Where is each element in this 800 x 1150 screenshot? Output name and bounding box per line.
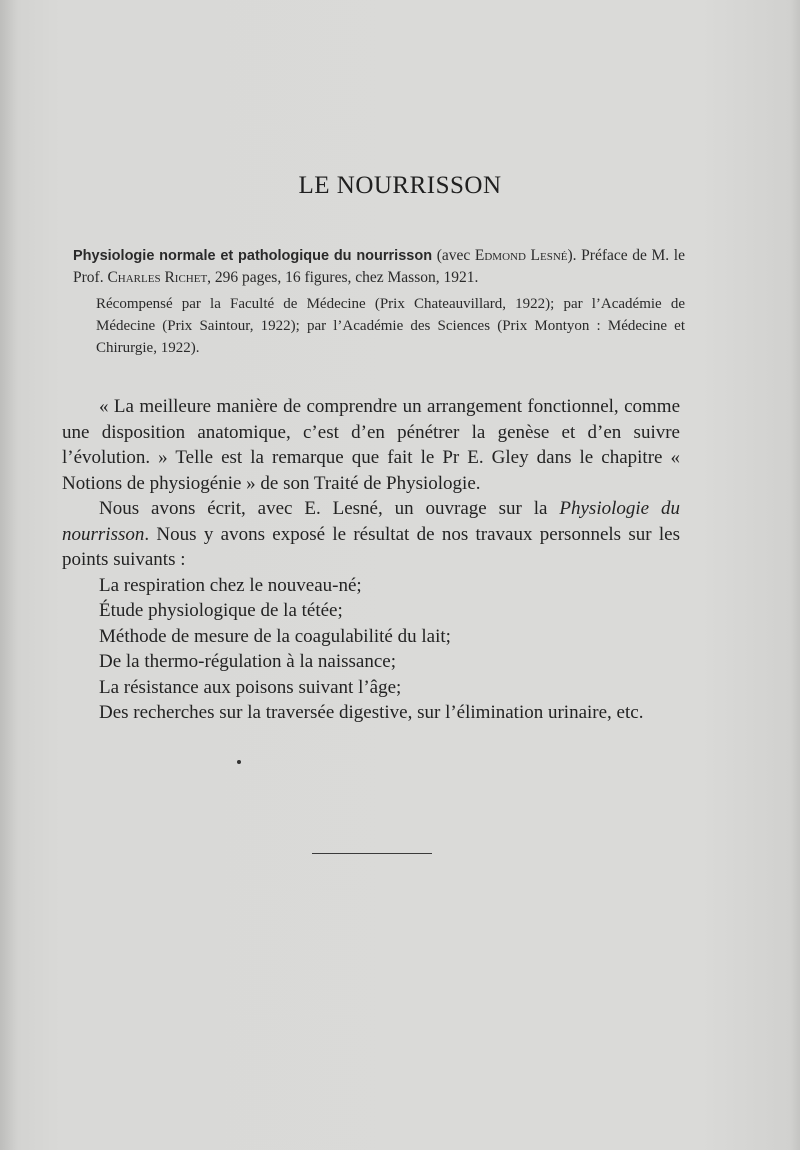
paragraph-book (62, 496, 680, 573)
reference-details: , 296 pages, 16 figures, chez Masson, 1921. (207, 269, 479, 286)
reference-paren-open: (avec (432, 247, 475, 264)
coauthor-name: Edmond Lesné (474, 247, 568, 264)
book-title: Physiologie normale et pathologique du nourrisson (73, 248, 433, 264)
list-item: De la thermo-régulation à la naissance; (99, 651, 397, 672)
paragraph-book-start: Nous avons écrit, avec E. Lesné, un ouvrage sur la (99, 498, 560, 519)
reference-middle: ). Préface de M. le Prof. (73, 247, 685, 286)
paragraph-quote: « La meilleure manière de comprendre un arrangement fonctionnel, comme une disposition anatomique, c’est d’en pénétrer la genèse et d’en suivre l’évolution. » Telle est la remarque que fait le Pr E. Gley dans le chapitre « Notions de physiogénie » de son Traité de Physiologie. (62, 396, 680, 494)
list-item-last: Des recherches sur la traversée digestive, sur l’élimination urinaire, etc. (99, 702, 644, 723)
section-divider (312, 853, 432, 854)
list-item: Méthode de mesure de la coagulabilité du lait; (99, 625, 451, 647)
book-reference (73, 245, 685, 289)
list-item: La respiration chez le nouveau-né; (99, 574, 362, 596)
paragraph-book-end: . Nous y avons exposé le résultat de nos travaux personnels sur les points suivants : (62, 523, 680, 570)
list-item: La résistance aux poisons suivant l’âge; (99, 676, 402, 698)
ink-speck (237, 760, 241, 764)
list-item: Étude physiologique de la tétée; (99, 600, 343, 621)
preface-author-name: Charles Richet (107, 269, 208, 286)
page-title: LE NOURRISSON (298, 172, 502, 199)
book-title-italic: Physiologie du nourrisson (62, 498, 680, 545)
main-text (62, 394, 680, 726)
award-note: Récompensé par la Faculté de Médecine (Prix Chateauvillard, 1922); par l’Académie de Médecine (Prix Saintour, 1922); par l’Académie des Sciences (Prix Montyon : Médecine et Chirurgie, 1922). (96, 296, 685, 356)
